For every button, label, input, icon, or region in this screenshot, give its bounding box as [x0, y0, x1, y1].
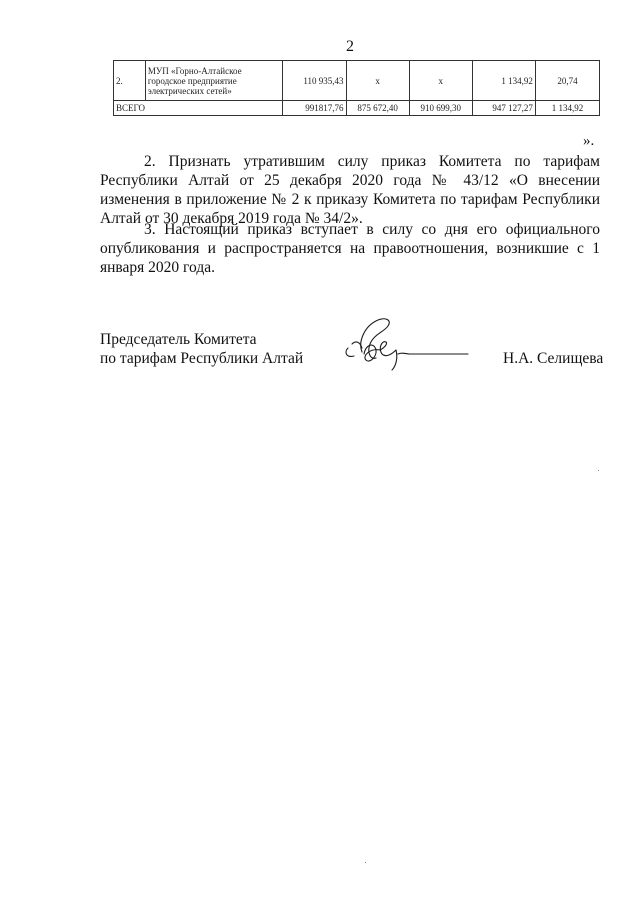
signatory-name: Н.А. Селищева — [503, 350, 604, 367]
page-number: 2 — [346, 38, 354, 55]
handwritten-signature — [340, 314, 480, 376]
total-label: ВСЕГО — [114, 101, 283, 116]
table-cell: x — [346, 61, 409, 101]
table-cell: 910 699,30 — [409, 101, 472, 116]
tariff-table — [113, 60, 600, 116]
table-cell: 875 672,40 — [346, 101, 409, 116]
paragraph-3: 3. Настоящий приказ вступает в силу со дня его официального опубликования и распространяется на правоотношения, возникшие с 1 января 2020 года. — [100, 221, 600, 276]
table-cell: 20,74 — [535, 61, 599, 101]
row-number: 2. — [114, 61, 146, 101]
table-cell: 991817,76 — [282, 101, 346, 116]
table-cell: 947 127,27 — [472, 101, 535, 116]
table-cell: 1 134,92 — [472, 61, 535, 101]
paragraph-2: 2. Признать утратившим силу приказ Комитета по тарифам Республики Алтай от 25 декабря 2020 года № 43/12 «О внесении изменения в приложение № 2 к приказу Комитета по тарифам Республики Алтай от 30 декабря 2019 года № 34/2». — [100, 153, 600, 227]
table-cell: x — [409, 61, 472, 101]
signatory-title-line-1: Председатель Комитета — [100, 331, 257, 348]
table-cell: 110 935,43 — [282, 61, 346, 101]
signatory-title-line-2: по тарифам Республики Алтай — [100, 350, 304, 367]
signatory-title — [100, 330, 303, 368]
scan-speck — [365, 862, 366, 863]
scan-speck — [598, 470, 599, 471]
table-row — [114, 61, 600, 101]
table-total-row — [114, 101, 600, 116]
closing-quote: ». — [583, 133, 595, 149]
organization-name: МУП «Горно-Алтайское городское предприятие электрических сетей» — [145, 61, 282, 101]
table-cell: 1 134,92 — [535, 101, 599, 116]
